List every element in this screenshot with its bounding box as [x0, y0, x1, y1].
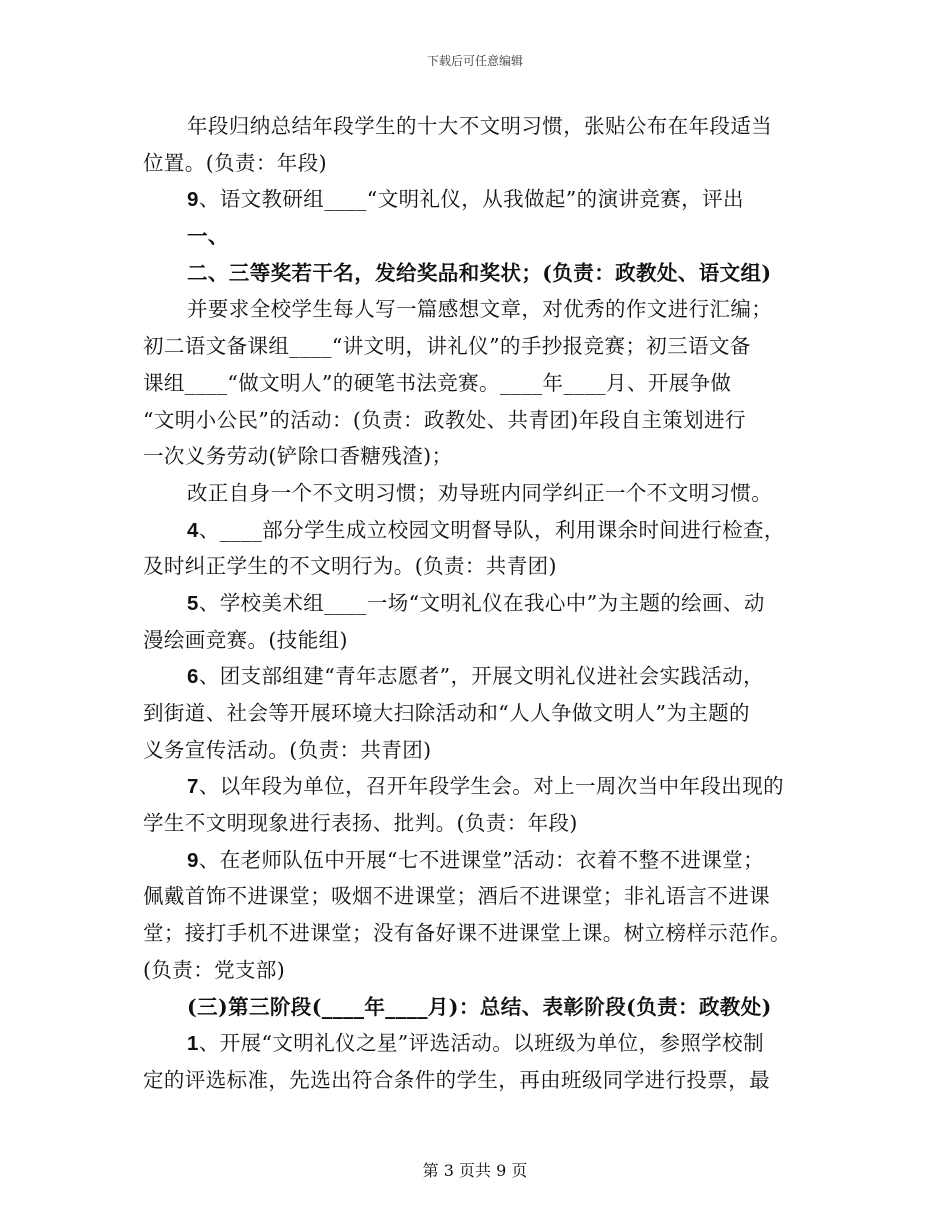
text-line — [143, 475, 805, 512]
page-footer: 第 3 页共 9 页 — [422, 1161, 528, 1180]
line-text: 一、 — [187, 224, 229, 249]
line-text: 、语文教研组____“文明礼仪，从我做起”的演讲竞赛，评出 — [198, 187, 744, 212]
text-line — [143, 365, 805, 402]
line-text: 义务宣传活动。(负责：共青团) — [143, 737, 432, 762]
text-line — [143, 658, 805, 695]
text-line — [143, 181, 805, 218]
text-line — [143, 585, 805, 622]
line-text: 堂；接打手机不进课堂；没有备好课不进课堂上课。树立榜样示范作。 — [143, 921, 791, 946]
text-line — [143, 732, 805, 769]
line-text: 、学校美术组____一场“文明礼仪在我心中”为主题的绘画、动 — [198, 590, 765, 615]
text-line — [143, 915, 805, 952]
line-text: 初二语文备课组____“讲文明，讲礼仪”的手抄报竞赛；初三语文备 — [143, 334, 751, 359]
line-text: 改正自身一个不文明习惯；劝导班内同学纠正一个不文明习惯。 — [187, 480, 773, 505]
text-line — [143, 878, 805, 915]
item-number: 4 — [187, 518, 199, 542]
line-text: 、____部分学生成立校园文明督导队，利用课余时间进行检查， — [198, 517, 785, 542]
item-number: 9 — [187, 188, 199, 212]
line-text: 、开展“文明礼仪之星”评选活动。以班级为单位，参照学校制 — [198, 1031, 764, 1056]
page-header: 下载后可任意编辑 — [426, 54, 523, 68]
text-line — [143, 438, 805, 475]
text-line — [143, 402, 805, 439]
text-line — [143, 1025, 805, 1062]
item-number: 1 — [187, 1032, 199, 1056]
item-number: 6 — [187, 665, 199, 689]
line-text: (负责：党支部) — [143, 957, 286, 982]
text-line — [143, 1062, 805, 1099]
text-line — [143, 512, 805, 549]
line-text: 及时纠正学生的不文明行为。(负责：共青团) — [143, 554, 557, 579]
text-line — [143, 291, 805, 328]
line-text: 年段归纳总结年段学生的十大不文明习惯，张贴公布在年段适当 — [187, 114, 773, 138]
line-text: “文明小公民”的活动：(负责：政教处、共青团)年段自主策划进行 — [143, 407, 746, 432]
line-text: (三)第三阶段(____年____月)：总结、表彰阶段(负责：政教处) — [187, 994, 772, 1019]
line-text: 二、三等奖若干名，发给奖品和奖状；(负责：政教处、语文组) — [187, 260, 772, 285]
line-text: 课组____“做文明人”的硬笔书法竞赛。____年____月、开展争做 — [143, 370, 732, 395]
line-text: 佩戴首饰不进课堂；吸烟不进课堂；酒后不进课堂；非礼语言不进课 — [143, 884, 770, 909]
document-body — [143, 108, 805, 1099]
item-number: 7 — [187, 775, 199, 799]
text-line — [143, 548, 805, 585]
text-line — [143, 768, 805, 805]
text-line — [143, 255, 805, 292]
item-number: 5 — [187, 591, 199, 615]
line-text: 一次义务劳动(铲除口香糖残渣)； — [143, 444, 453, 469]
line-text: 、团支部组建“青年志愿者”，开展文明礼仪进社会实践活动， — [198, 664, 764, 689]
line-text: 到街道、社会等开展环境大扫除活动和“人人争做文明人”为主题的 — [143, 701, 750, 725]
text-line — [143, 842, 805, 879]
text-line — [143, 328, 805, 365]
line-text: 、在老师队伍中开展“七不进课堂”活动：衣着不整不进课堂； — [198, 847, 764, 872]
line-text: 学生不文明现象进行表扬、批判。(负责：年段) — [143, 811, 578, 836]
line-text: 并要求全校学生每人写一篇感想文章，对优秀的作文进行汇编； — [187, 297, 773, 322]
line-text: 位置。(负责：年段) — [143, 150, 327, 175]
item-number: 9 — [187, 848, 199, 872]
text-line — [143, 952, 805, 989]
text-line — [143, 108, 805, 145]
text-line — [143, 145, 805, 182]
text-line — [143, 218, 805, 255]
line-text: 漫绘画竞赛。(技能组) — [143, 627, 348, 652]
text-line — [143, 989, 805, 1026]
line-text: 定的评选标准，先选出符合条件的学生，再由班级同学进行投票，最 — [143, 1067, 770, 1092]
text-line — [143, 695, 805, 732]
text-line — [143, 622, 805, 659]
text-line — [143, 805, 805, 842]
line-text: 、以年段为单位，召开年段学生会。对上一周次当中年段出现的 — [198, 774, 785, 799]
